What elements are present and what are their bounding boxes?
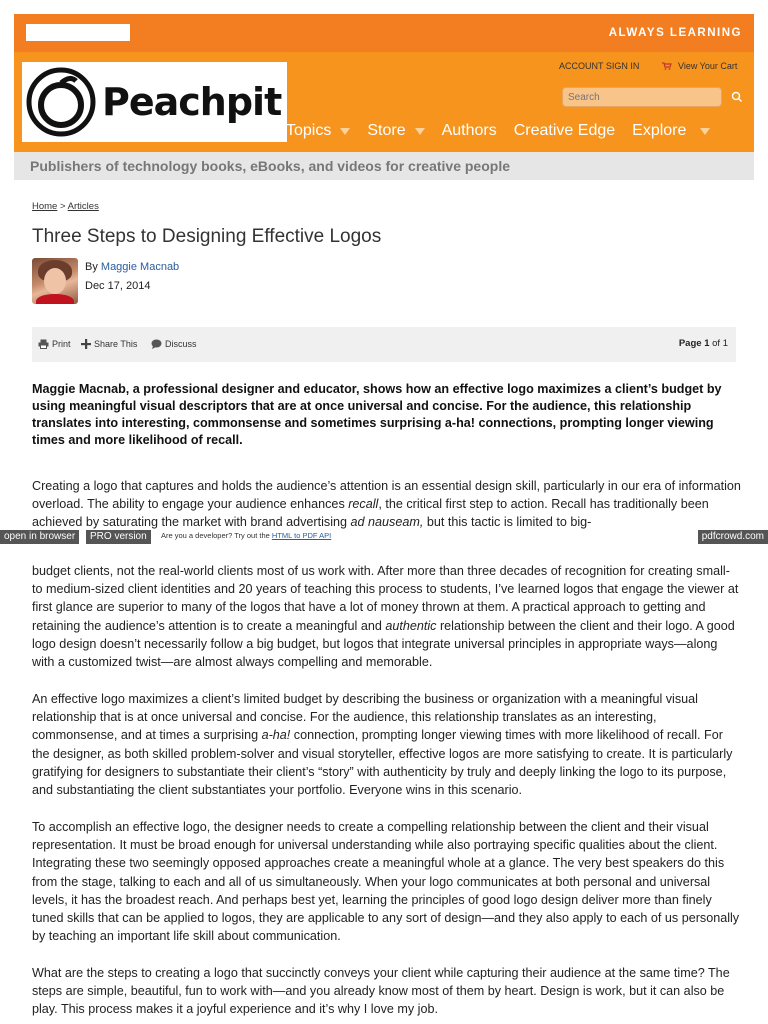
paragraph-1: Creating a logo that captures and holds the audience’s attention is an essential design skill, particularly in our era of information overload. The ability to engage your audience enhances recall, the critical first step to action. Recall has traditionally been achieved by saturating the market with brand advertising ad nauseam, but this tactic is limited to big- xyxy=(32,479,741,530)
share-button[interactable]: Share This xyxy=(81,339,137,349)
article-lead: Maggie Macnab, a professional designer and educator, shows how an effective logo maximizes a client’s budget by using meaningful visual descriptors that are at once universal and concise. For the audience, this relationship translates into interesting, commonsense and sometimes surprising a-ha! connections, prompting longer viewing times and more likelihood of recall. xyxy=(32,382,722,447)
article-toolbar xyxy=(32,327,736,362)
tagline-bar xyxy=(14,152,754,180)
pdfcrowd-bar xyxy=(0,529,768,545)
main-nav xyxy=(286,122,727,140)
chevron-down-icon xyxy=(340,128,350,135)
cart-icon xyxy=(662,62,672,70)
author-link[interactable]: Maggie Macnab xyxy=(100,261,180,273)
nav-creative-edge[interactable]: Creative Edge xyxy=(513,122,616,139)
breadcrumb xyxy=(32,201,99,212)
breadcrumb-home[interactable]: Home xyxy=(32,201,58,212)
open-in-browser-button[interactable]: open in browser xyxy=(0,530,79,544)
peachpit-logo-icon xyxy=(26,67,96,137)
author-avatar xyxy=(32,258,78,304)
paragraph-5: What are the steps to creating a logo that succinctly conveys your client while capturing their audience at the same time? The steps are simple, beautiful, fun to work with—and you already know most of them by heart. Design is work, but it can also be play. This process makes it a joyful experience and it’s why I love my job. xyxy=(32,966,730,1017)
print-button[interactable]: Print xyxy=(38,339,71,349)
plus-icon xyxy=(81,339,91,349)
discuss-button[interactable]: Discuss xyxy=(151,339,197,349)
top-bar xyxy=(14,14,754,52)
nav-store[interactable]: Store xyxy=(367,122,424,140)
breadcrumb-separator: > xyxy=(59,201,66,212)
search-icon[interactable] xyxy=(730,90,744,104)
page-indicator: Page 1 of 1 xyxy=(678,338,728,349)
logo-text: Peachpit xyxy=(102,80,282,124)
article-title: Three Steps to Designing Effective Logos xyxy=(32,226,382,247)
nav-authors[interactable]: Authors xyxy=(441,122,497,139)
pdfcrowd-brand[interactable]: pdfcrowd.com xyxy=(698,530,768,544)
cart-label: View Your Cart xyxy=(678,61,738,71)
search-input[interactable] xyxy=(562,87,722,107)
site-tagline: Publishers of technology books, eBooks, and videos for creative people xyxy=(30,158,510,174)
paragraph-2: budget clients, not the real-world clients most of us work with. After more than three decades of recognition for creating small- to medium-sized client identities and 20 years of teaching this process to students, I’ve learned logos that engage the viewer at first glance are superior to many of the logos that have a lot of money thrown at them. A practical approach to getting and retaining the audience’s attention is to create a meaningful and authentic relationship between the client and their logo. A good logo design doesn’t necessarily follow a big budget, but logos that integrate universal principles in appropriate ways—along with a customized twist—are almost always compelling and memorable. xyxy=(32,564,739,670)
byline xyxy=(85,261,179,273)
brand-tagline: ALWAYS LEARNING xyxy=(608,27,742,39)
account-sign-in-link[interactable]: ACCOUNT SIGN IN xyxy=(559,61,640,71)
view-cart-link[interactable] xyxy=(662,61,737,71)
speech-bubble-icon xyxy=(151,339,162,349)
nav-explore[interactable]: Explore xyxy=(632,122,710,140)
printer-icon xyxy=(38,339,49,349)
site-logo[interactable] xyxy=(22,62,287,142)
site-header xyxy=(14,14,754,152)
paragraph-3: An effective logo maximizes a client’s limited budget by describing the business or organization with a meaningful visual relationship that is at once universal and concise. For the audience, this relationship translates as an interesting, commonsense, and at times a surprising a-ha! connection, prompting longer viewing times with more likelihood of recall. For the designer, as both skilled problem-solver and visual storyteller, effective logos are more satisfying to create. It is particularly gratifying for designers to substantiate their client’s “story” with authenticity by truly and deeply linking the logo to its purpose, and substantiating the client substantiates your portfolio. Everyone wins in this scenario. xyxy=(32,692,733,798)
top-left-placeholder xyxy=(26,24,130,41)
html-to-pdf-api-link[interactable]: HTML to PDF API xyxy=(271,531,332,540)
pro-version-button[interactable]: PRO version xyxy=(86,530,151,544)
developer-note: Are you a developer? Try out the HTML to PDF API xyxy=(161,531,332,540)
chevron-down-icon xyxy=(700,128,710,135)
breadcrumb-articles[interactable]: Articles xyxy=(67,201,99,212)
by-label: By xyxy=(85,261,98,273)
nav-topics[interactable]: Topics xyxy=(286,122,350,140)
publish-date: Dec 17, 2014 xyxy=(85,280,151,292)
paragraph-4: To accomplish an effective logo, the designer needs to create a compelling relationship between the client and their visual representation. It must be broad enough for universal understanding while also portraying specific qualities about the client. Integrating these two seemingly opposed approaches create a meaningful whole at a glance. The very best speakers do this from the stage, talking to each and all of us simultaneously. When your logo communicates at both personal and universal levels, it has the broadest reach. And perhaps best yet, learning the principles of good logo design deliver more than finely tuned skills that can be applied to logos, they are applicable to any sort of design—and they also apply to each of us personally by teaching an important life skill about communication. xyxy=(32,820,740,944)
chevron-down-icon xyxy=(415,128,425,135)
